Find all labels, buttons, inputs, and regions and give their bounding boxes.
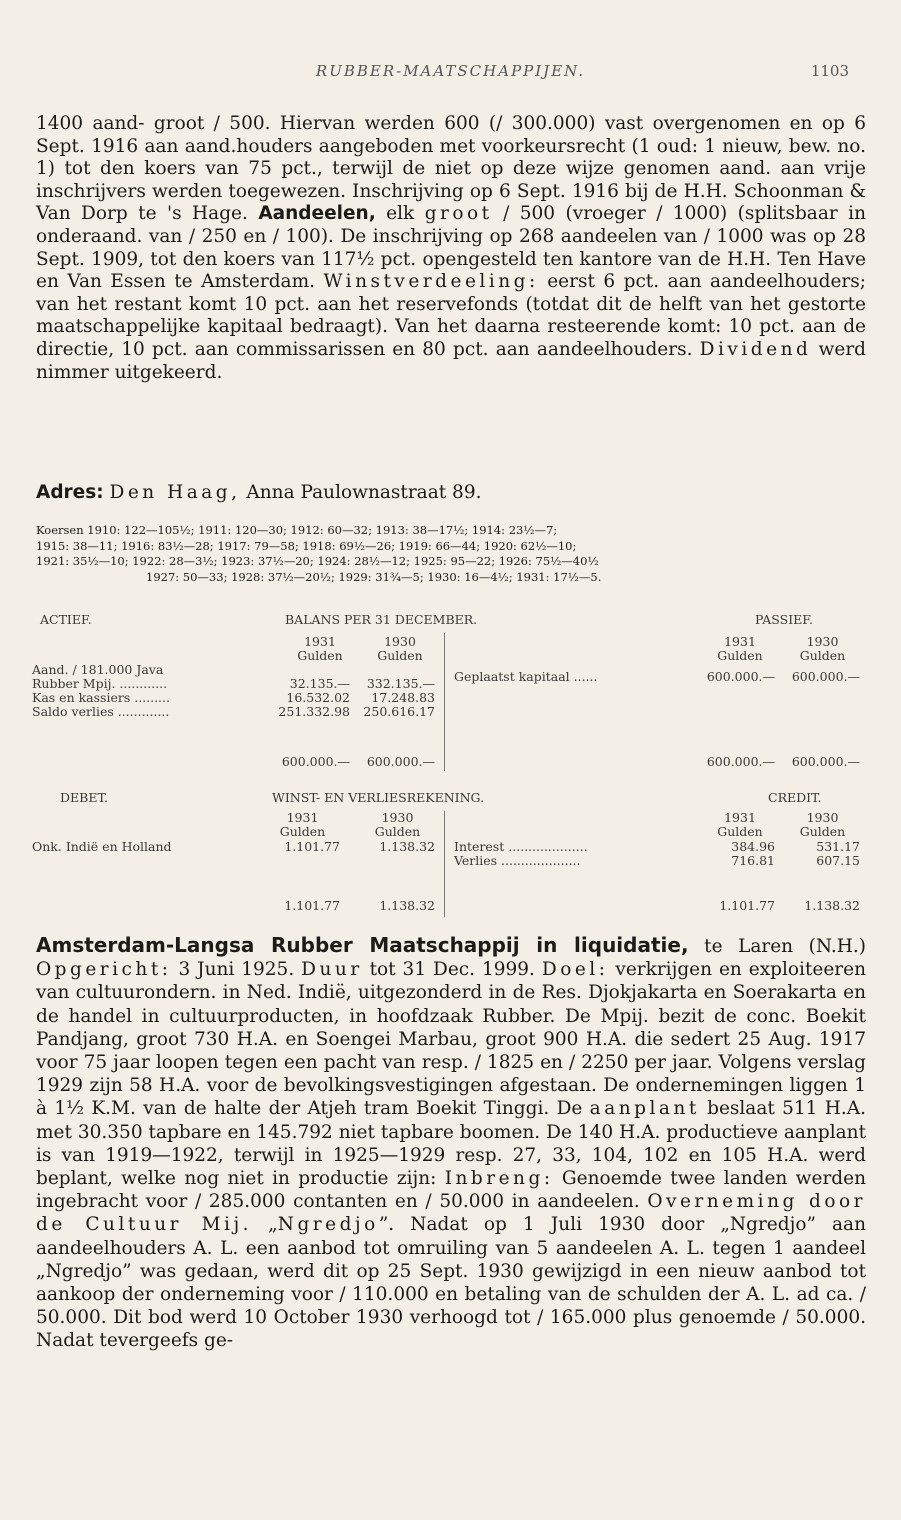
total-cell: 1.138.32 bbox=[379, 898, 435, 913]
value-cell: 716.81 bbox=[731, 853, 775, 868]
text: beslaat 511 H.A. met 30.350 tapbare en 145.792 niet tapbare boomen. De 140 H.A. productieve aanplant is van 1919—1922, terwijl in 1925—1929 resp. 27, 33, 104, 102 en 105 H.A. werd beplant, welke nog niet in productie zijn: bbox=[36, 1098, 866, 1190]
spaced-term: Opgericht: bbox=[36, 959, 172, 981]
spaced-term: Dividend bbox=[699, 338, 812, 360]
value-cell: 251.332.98 bbox=[278, 704, 350, 719]
koersen-line: 1927: 50—33; 1928: 37½—20½; 1929: 31¾—5; 1930: 16—4½; 1931: 17½—5. bbox=[146, 569, 602, 584]
value-cell: 600.000.— bbox=[791, 669, 860, 684]
text: 3 Juni 1925. bbox=[171, 959, 302, 981]
year-col: 1930 bbox=[381, 810, 414, 825]
unit-col: Gulden bbox=[297, 648, 343, 663]
value-cell: 17.248.83 bbox=[371, 690, 435, 705]
year-col: 1931 bbox=[724, 634, 756, 649]
spaced-term: Winstverdeeling: bbox=[323, 271, 539, 293]
spaced-term: aanplant bbox=[589, 1098, 700, 1120]
year-col: 1930 bbox=[806, 634, 839, 649]
text: 1400 aand- groot / 500. Hiervan werden 600 (/ 300.000) vast overgenomen en op 6 Sept. 1916 aan aand.houders aangeboden met voorkeursrecht (1 oud: 1 nieuw, bew. no. 1) tot den koers van 75 pct., terwijl de niet op deze wijze genomen aand. aan vrije inschrijvers werden toegewezen. Inschrijving op 6 Sept. 1916 bij de H.H. Schoonman & Van Dorp te 's Hage. bbox=[36, 113, 866, 225]
text: ”. Nadat op 1 Juli 1930 door „Ngredjo” aan aandeelhouders A. L. een aanbod tot omruiling van 5 aandeelen A. L. tegen 1 aandeel „Ngredjo” was gedaan, werd dit op 25 Sept. 1930 gewijzigd in een nieuw aanbod tot aankoop der onderneming voor / 110.000 en betaling van de schulden der A. L. ad ca. / 50.000. Dit bod werd 10 October 1930 verhoogd tot / 165.000 plus genoemde / 50.000. Nadat tevergeefs ge- bbox=[36, 1214, 867, 1352]
unit-col: Gulden bbox=[717, 824, 763, 839]
value-cell: 332.135.— bbox=[366, 676, 435, 691]
column-divider bbox=[444, 811, 445, 917]
text: tot 31 Dec. 1999. bbox=[362, 959, 542, 981]
value-cell: 1.138.32 bbox=[379, 839, 435, 854]
year-col: 1931 bbox=[304, 634, 336, 649]
address-city: Den Haag, bbox=[109, 482, 241, 503]
heading-aandeelen: Aandeelen, bbox=[258, 203, 376, 225]
total-cell: 1.101.77 bbox=[284, 898, 340, 913]
text: eerst 6 pct. aan aandeelhouders; van het restant komt 10 pct. aan het reservefonds (totdat dit de helft van het gestorte maatschappelijke kapitaal bedraagt). Van het daarna resteerende komt: 10 pct. aan de directie, 10 pct. aan commissarissen en 80 pct. aan aandeelhouders. bbox=[36, 271, 866, 360]
total-cell: 600.000.— bbox=[791, 754, 860, 769]
column-divider bbox=[444, 633, 445, 771]
text: Genoemde twee landen werden ingebracht voor / 285.000 contanten en / 50.000 in aandeelen. bbox=[36, 1168, 867, 1213]
value-cell: 600.000.— bbox=[706, 669, 775, 684]
unit-col: Gulden bbox=[279, 824, 326, 839]
spaced-term: Doel: bbox=[541, 959, 609, 981]
profit-loss-account bbox=[30, 791, 870, 921]
koersen-line: 1915: 38—11; 1916: 83½—28; 1917: 79—58; 1918: 69½—26; 1919: 66—44; 1920: 62½—10; bbox=[36, 538, 577, 553]
value-cell: 32.135.— bbox=[289, 676, 350, 691]
text: elk bbox=[375, 203, 425, 225]
unit-col: Gulden bbox=[377, 648, 423, 663]
page-number: 1103 bbox=[810, 62, 849, 80]
address-line bbox=[36, 482, 866, 505]
passief-label: PASSIEF. bbox=[755, 612, 813, 627]
value-cell: 1.101.77 bbox=[284, 839, 340, 854]
credit-label: CREDIT. bbox=[768, 790, 822, 805]
unit-col: Gulden bbox=[799, 824, 846, 839]
page-header bbox=[0, 62, 901, 86]
text: / 500 (vroeger / 1000) (splitsbaar in onderaand. van / 250 en / 100). De inschrijving op 268 aandeelen van / 1000 was op 28 Sept. 1909, tot den koers van 117½ pct. opengesteld ten kantore van de H.H. Ten Have en Van Essen te Amsterdam. bbox=[36, 203, 866, 293]
text: „ bbox=[252, 1214, 278, 1236]
address-street: Anna Paulownastraat 89. bbox=[240, 482, 482, 503]
address-label: Adres: bbox=[36, 482, 104, 503]
row-label: Kas en kassiers ......... bbox=[32, 690, 170, 705]
row-label: Geplaatst kapitaal ...... bbox=[454, 669, 598, 684]
text: te Laren (N.H.) bbox=[688, 936, 866, 957]
total-cell: 1.101.77 bbox=[719, 898, 775, 913]
unit-col: Gulden bbox=[374, 824, 421, 839]
paragraph-company bbox=[36, 934, 866, 1353]
debet-label: DEBET. bbox=[60, 790, 108, 805]
spaced-term: Inbreng: bbox=[444, 1168, 554, 1190]
row-label: Verlies .................... bbox=[454, 853, 581, 868]
unit-col: Gulden bbox=[717, 648, 763, 663]
total-cell: 1.138.32 bbox=[804, 898, 860, 913]
balance-sheet bbox=[30, 613, 870, 773]
year-col: 1931 bbox=[724, 810, 756, 825]
value-cell: 384.96 bbox=[731, 839, 775, 854]
value-cell: 531.17 bbox=[816, 839, 860, 854]
spaced-term: Overneming door de Cultuur Mij. bbox=[36, 1191, 866, 1236]
balance-title: BALANS PER 31 DECEMBER. bbox=[285, 612, 478, 627]
row-label: Rubber Mpij. ............ bbox=[32, 676, 168, 691]
text: werd nimmer uitgekeerd. bbox=[36, 338, 867, 383]
row-label: Aand. / 181.000 Java bbox=[32, 662, 164, 677]
unit-col: Gulden bbox=[799, 648, 846, 663]
row-label: Interest .................... bbox=[454, 839, 588, 854]
spaced-term: Duur bbox=[301, 959, 363, 981]
actief-label: ACTIEF. bbox=[40, 612, 92, 627]
running-head: RUBBER-MAATSCHAPPIJEN. bbox=[315, 62, 586, 80]
koersen-line: Koersen 1910: 122—105½; 1911: 120—30; 1912: 60—32; 1913: 38—17½; 1914: 23½—7; bbox=[36, 523, 558, 537]
total-cell: 600.000.— bbox=[706, 754, 775, 769]
koersen-block bbox=[36, 523, 866, 585]
koersen-line: 1921: 35½—10; 1922: 28—3½; 1923: 37½—20; 1924: 28½—12; 1925: 95—22; 1926: 75½—40½ bbox=[36, 554, 599, 568]
total-cell: 600.000.— bbox=[366, 754, 435, 769]
value-cell: 607.15 bbox=[816, 853, 860, 868]
value-cell: 250.616.17 bbox=[363, 704, 435, 719]
year-col: 1930 bbox=[806, 810, 839, 825]
year-col: 1930 bbox=[384, 634, 416, 649]
profit-loss-title: WINST- EN VERLIESREKENING. bbox=[272, 790, 485, 805]
text: verkrijgen en exploiteeren van cultuurondern. in Ned. Indië, uitgezonderd in de Res. Djokjakarta en Soerakarta en de handel in cultuurproducten, in hoofdzaak Rubber. De Mpij. bezit de conc. Boekit Pandjang, groot 730 H.A. en Soengei Marbau, groot 900 H.A. die sedert 25 Aug. 1917 voor 75 jaar loopen tegen een pacht van resp. / 1825 en / 2250 per jaar. Volgens verslag 1929 zijn 58 H.A. voor de bevolkingsvestigingen afgestaan. De ondernemingen liggen 1 à 1½ K.M. van de halte der Atjeh tram Boekit Tinggi. De bbox=[36, 959, 867, 1120]
year-col: 1931 bbox=[286, 810, 319, 825]
value-cell: 16.532.02 bbox=[286, 690, 350, 705]
row-label: Onk. Indië en Holland bbox=[32, 839, 172, 854]
company-name: Amsterdam-Langsa Rubber Maatschappij in liquidatie, bbox=[36, 933, 689, 957]
paragraph-shares bbox=[36, 113, 866, 384]
total-cell: 600.000.— bbox=[281, 754, 350, 769]
spaced-term: Ngredjo bbox=[277, 1214, 379, 1236]
spaced-term: groot bbox=[424, 203, 493, 225]
row-label: Saldo verlies ............. bbox=[32, 704, 170, 719]
